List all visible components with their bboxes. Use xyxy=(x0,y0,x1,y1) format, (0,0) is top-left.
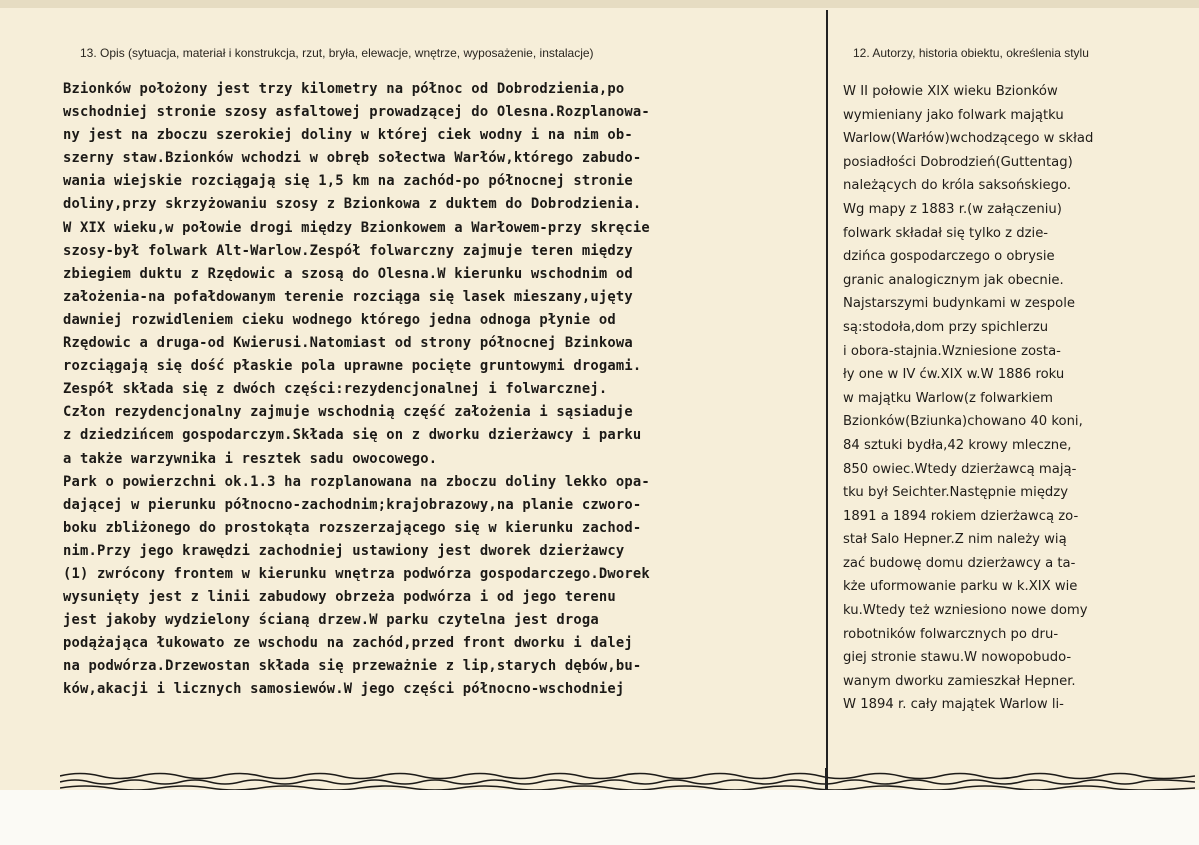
text-line: 850 owiec.Wtedy dzierżawcą mają- xyxy=(843,461,1077,477)
text-line: W II połowie XIX wieku Bzionków xyxy=(843,84,1058,99)
text-line: giej stronie stawu.W nowopobudo- xyxy=(843,650,1072,666)
text-line: należących do króla saksońskiego. xyxy=(843,178,1072,194)
text-line: jest jakoby wydzielony ścianą drzew.W parku czytelna jest droga xyxy=(63,612,599,629)
text-line: W XIX wieku,w połowie drogi między Bzionkowem a Warłowem-przy skręcie xyxy=(63,219,650,236)
text-line: tku był Seichter.Następnie między xyxy=(843,485,1069,501)
text-line: wania wiejskie rozciągają się 1,5 km na zachód-po północnej stronie xyxy=(63,173,633,190)
text-line: folwark składał się tylko z dzie- xyxy=(843,225,1049,241)
text-line: i obora-stajnia.Wzniesione zosta- xyxy=(843,343,1061,359)
text-line: założenia-na pofałdowanym terenie rozciąga się lasek mieszany,ujęty xyxy=(63,288,633,305)
column-divider xyxy=(826,10,828,845)
text-line: robotników folwarcznych po dru- xyxy=(843,626,1059,642)
text-line: doliny,przy skrzyżowaniu szosy z Bzionkowa z duktem do Dobrodzienia. xyxy=(63,196,642,213)
text-line: W 1894 r. cały majątek Warlow li- xyxy=(843,697,1064,713)
text-line: ków,akacji i licznych samosiewów.W jego części północno-wschodniej xyxy=(63,681,625,698)
text-line: są:stodoła,dom przy spichlerzu xyxy=(843,319,1049,335)
text-line: ły one w IV ćw.XIX w.W 1886 roku xyxy=(843,367,1065,383)
page-bottom-margin xyxy=(0,790,1199,845)
text-line: kże uformowanie parku w k.XIX wie xyxy=(843,579,1078,595)
text-line: wymieniany jako folwark majątku xyxy=(843,107,1064,123)
text-line: z dziedzińcem gospodarczym.Składa się on z dworku dzierżawcy i parku xyxy=(63,427,642,444)
text-line: rozciągają się dość płaskie pola uprawne pocięte gruntowymi drogami. xyxy=(63,358,642,375)
text-line: dającej w pierunku północno-zachodnim;krajobrazowy,na planie czworo- xyxy=(63,496,642,513)
right-column-heading: 12. Autorzy, historia obiektu, określenia stylu xyxy=(853,46,1089,60)
text-line: Warlow(Warłów)wchodzącego w skład xyxy=(843,131,1094,147)
text-line: szerny staw.Bzionków wchodzi w obręb sołectwa Warłów,którego zabudo- xyxy=(63,150,642,167)
text-line: 1891 a 1894 rokiem dzierżawcą zo- xyxy=(843,508,1079,524)
right-column-text xyxy=(843,80,1143,717)
text-line: na podwórza.Drzewostan składa się przeważnie z lip,starych dębów,bu- xyxy=(63,658,642,675)
text-line: zbiegiem duktu z Rzędowic a szosą do Olesna.W kierunku wschodnim od xyxy=(63,265,633,282)
text-line: Zespół składa się z dwóch części:rezydencjonalnej i folwarcznej. xyxy=(63,381,608,398)
text-line: dawniej rozwidleniem cieku wodnego którego jedna odnoga płynie od xyxy=(63,311,616,328)
text-line: w majątku Warlow(z folwarkiem xyxy=(843,390,1054,406)
text-line: (1) zwrócony frontem w kierunku wnętrza podwórza gospodarczego.Dworek xyxy=(63,565,650,582)
text-line: podążająca łukowato ze wschodu na zachód,przed front dworku i dalej xyxy=(63,635,633,652)
text-line: Bzionków położony jest trzy kilometry na północ od Dobrodzienia,po xyxy=(63,81,625,97)
text-line: dzińca gospodarczego o obrysie xyxy=(843,249,1055,265)
text-line: wanym dworku zamieszkał Hepner. xyxy=(843,673,1076,689)
text-line: wysunięty jest z linii zabudowy obrzeża podwórza i od jego terenu xyxy=(63,589,616,606)
text-line: Wg mapy z 1883 r.(w załączeniu) xyxy=(843,201,1062,217)
text-line: posiadłości Dobrodzień(Guttentag) xyxy=(843,154,1073,170)
page-top-edge xyxy=(0,0,1199,8)
text-line: Rzędowic a druga-od Kwierusi.Natomiast od strony północnej Bzinkowa xyxy=(63,335,633,352)
text-line: zać budowę domu dzierżawcy a ta- xyxy=(843,555,1076,571)
text-line: Człon rezydencjonalny zajmuje wschodnią część założenia i sąsiaduje xyxy=(63,404,633,421)
text-line: Bzionków(Bziunka)chowano 40 koni, xyxy=(843,414,1083,430)
text-line: wschodniej stronie szosy asfaltowej prowadzącej do Olesna.Rozplanowa- xyxy=(63,104,650,121)
text-line: granic analogicznym jak obecnie. xyxy=(843,272,1064,288)
text-line: a także warzywnika i resztek sadu owocowego. xyxy=(63,450,438,467)
text-line: ku.Wtedy też wzniesiono nowe domy xyxy=(843,603,1088,619)
left-column-text xyxy=(63,78,803,702)
text-line: stał Salo Hepner.Z nim należy wią xyxy=(843,532,1067,548)
text-line: nim.Przy jego krawędzi zachodniej ustawiony jest dworek dzierżawcy xyxy=(63,542,625,559)
text-line: ny jest na zboczu szerokiej doliny w której ciek wodny i na nim ob- xyxy=(63,127,633,144)
text-line: boku zbliżonego do prostokąta rozszerzającego się w kierunku zachod- xyxy=(63,519,642,536)
text-line: szosy-był folwark Alt-Warlow.Zespół folwarczny zajmuje teren między xyxy=(63,242,633,259)
text-line: 84 sztuki bydła,42 krowy mleczne, xyxy=(843,437,1072,453)
text-line: Najstarszymi budynkami w zespole xyxy=(843,296,1076,312)
left-column-heading: 13. Opis (sytuacja, materiał i konstrukcja, rzut, bryła, elewacje, wnętrze, wyposażenie, instalacje) xyxy=(80,46,594,60)
text-line: Park o powierzchni ok.1.3 ha rozplanowana na zboczu doliny lekko opa- xyxy=(63,473,650,490)
